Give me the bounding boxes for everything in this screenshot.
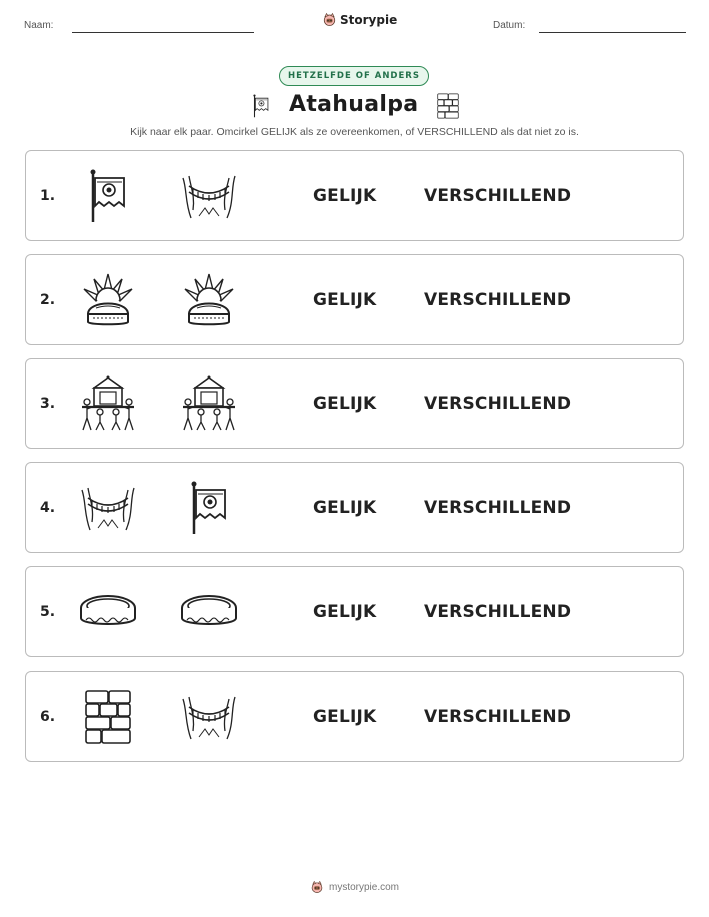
- rope-bridge-icon: [179, 166, 239, 226]
- option-different[interactable]: VERSCHILLEND: [424, 601, 572, 622]
- date-label: Datum:: [493, 20, 526, 31]
- option-same[interactable]: GELIJK: [313, 289, 377, 310]
- option-different[interactable]: VERSCHILLEND: [424, 185, 572, 206]
- option-same[interactable]: GELIJK: [313, 393, 377, 414]
- question-number: 1.: [40, 187, 56, 204]
- flag-icon: [248, 92, 274, 120]
- date-field[interactable]: [539, 32, 686, 33]
- option-different[interactable]: VERSCHILLEND: [424, 289, 572, 310]
- flag-icon: [179, 478, 239, 538]
- litter-icon: [78, 374, 138, 434]
- question-row: [25, 150, 684, 241]
- question-number: 6.: [40, 708, 56, 725]
- instructions: Kijk naar elk paar. Omcirkel GELIJK als ze overeenkomen, of VERSCHILLEND als dat niet zo is.: [130, 126, 579, 138]
- storypie-logo-icon: [310, 880, 324, 894]
- question-row: [25, 254, 684, 345]
- option-same[interactable]: GELIJK: [313, 185, 377, 206]
- question-row: [25, 671, 684, 762]
- question-number: 5.: [40, 603, 56, 620]
- bracelet-icon: [78, 582, 138, 642]
- question-row: [25, 462, 684, 553]
- stone-wall-icon: [78, 687, 138, 747]
- option-same[interactable]: GELIJK: [313, 706, 377, 727]
- stone-wall-icon: [434, 92, 462, 120]
- brand-name: Storypie: [340, 12, 398, 27]
- rope-bridge-icon: [179, 687, 239, 747]
- footer-url[interactable]: mystorypie.com: [328, 881, 399, 893]
- name-field[interactable]: [72, 32, 254, 33]
- rope-bridge-icon: [78, 478, 138, 538]
- option-same[interactable]: GELIJK: [313, 497, 377, 518]
- question-row: [25, 358, 684, 449]
- footer: [0, 880, 709, 894]
- litter-icon: [179, 374, 239, 434]
- page-title: Atahualpa: [289, 92, 419, 117]
- brand-logo: [322, 12, 397, 27]
- headdress-icon: [78, 270, 138, 330]
- name-label: Naam:: [24, 20, 54, 31]
- option-different[interactable]: VERSCHILLEND: [424, 706, 572, 727]
- option-different[interactable]: VERSCHILLEND: [424, 497, 572, 518]
- question-row: [25, 566, 684, 657]
- headdress-icon: [179, 270, 239, 330]
- question-number: 4.: [40, 499, 56, 516]
- flag-icon: [78, 166, 138, 226]
- storypie-logo-icon: [322, 12, 337, 27]
- question-number: 2.: [40, 291, 56, 308]
- worksheet-type-badge: HETZELFDE OF ANDERS: [279, 66, 429, 86]
- option-different[interactable]: VERSCHILLEND: [424, 393, 572, 414]
- option-same[interactable]: GELIJK: [313, 601, 377, 622]
- question-number: 3.: [40, 395, 56, 412]
- bracelet-icon: [179, 582, 239, 642]
